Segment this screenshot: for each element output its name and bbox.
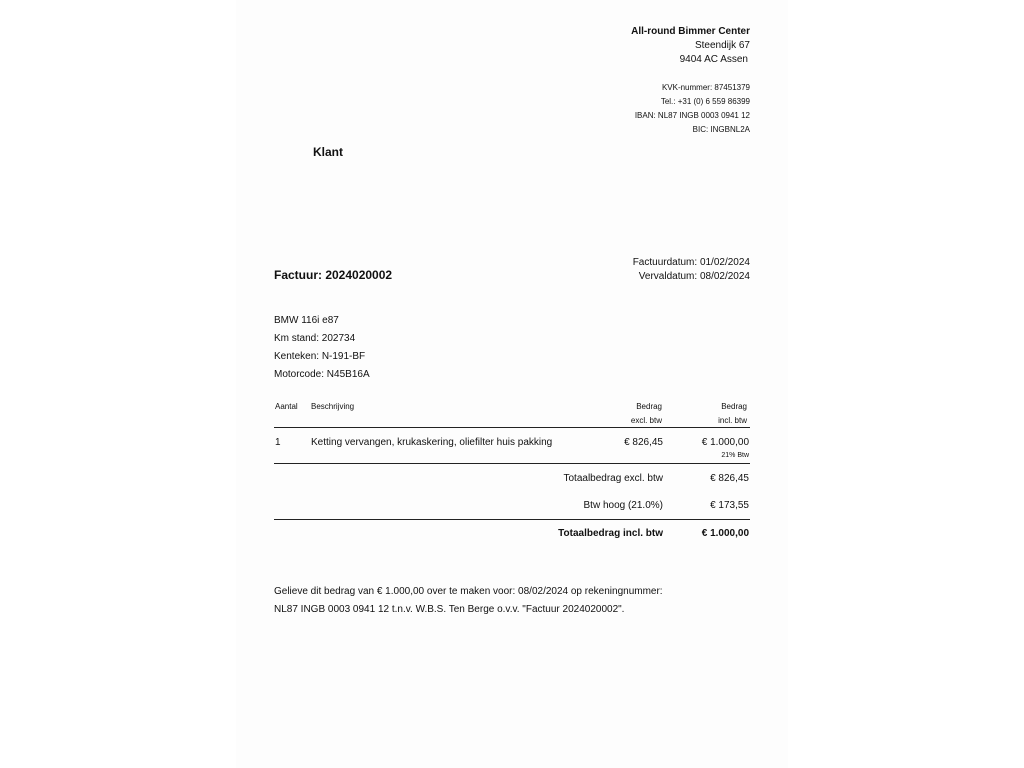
vat-label: Btw hoog (21.0%): [583, 500, 663, 511]
invoice-title: Factuur: 2024020002: [274, 268, 393, 282]
vehicle-km: Km stand: 202734: [274, 333, 356, 344]
header-amount-excl: Bedrag: [636, 402, 662, 411]
total-incl-value: € 1.000,00: [701, 528, 749, 539]
company-name: All-round Bimmer Center: [631, 26, 750, 37]
header-divider: [274, 427, 750, 428]
company-iban: IBAN: NL87 INGB 0003 0941 12: [634, 111, 750, 120]
company-city: 9404 AC Assen: [679, 54, 748, 65]
total-excl-value: € 826,45: [710, 473, 749, 484]
vehicle-engine: Motorcode: N45B16A: [274, 369, 370, 380]
header-description: Beschrijving: [311, 402, 355, 411]
invoice-date: Factuurdatum: 01/02/2024: [632, 257, 750, 268]
total-incl-label: Totaalbedrag incl. btw: [558, 528, 663, 539]
customer-label: Klant: [313, 145, 343, 159]
header-amount-excl-sub: excl. btw: [630, 416, 662, 425]
header-qty: Aantal: [275, 402, 298, 411]
row-divider: [274, 463, 750, 464]
vehicle-model: BMW 116i e87: [274, 315, 339, 326]
header-amount-incl: Bedrag: [721, 402, 747, 411]
invoice-due-date: Vervaldatum: 08/02/2024: [638, 271, 750, 282]
total-excl-label: Totaalbedrag excl. btw: [563, 473, 663, 484]
company-kvk: KVK-nummer: 87451379: [661, 83, 750, 92]
company-street: Steendijk 67: [694, 40, 750, 51]
row-description: Ketting vervangen, krukaskering, oliefilter huis pakking: [311, 437, 553, 448]
payment-instruction-line2: NL87 INGB 0003 0941 12 t.n.v. W.B.S. Ten Berge o.v.v. "Factuur 2024020002".: [274, 604, 625, 615]
company-phone: Tel.: +31 (0) 6 559 86399: [660, 97, 750, 106]
payment-instruction-line1: Gelieve dit bedrag van € 1.000,00 over te maken voor: 08/02/2024 op rekeningnummer:: [274, 586, 663, 597]
header-amount-incl-sub: incl. btw: [718, 416, 747, 425]
row-amount-excl: € 826,45: [624, 437, 663, 448]
company-bic: BIC: INGBNL2A: [692, 125, 750, 134]
vehicle-plate: Kenteken: N-191-BF: [274, 351, 366, 362]
vat-value: € 173,55: [710, 500, 749, 511]
totals-divider: [274, 519, 750, 520]
row-vat-rate: 21% Btw: [721, 452, 749, 459]
row-qty: 1: [275, 437, 281, 448]
row-amount-incl: € 1.000,00: [701, 437, 749, 448]
